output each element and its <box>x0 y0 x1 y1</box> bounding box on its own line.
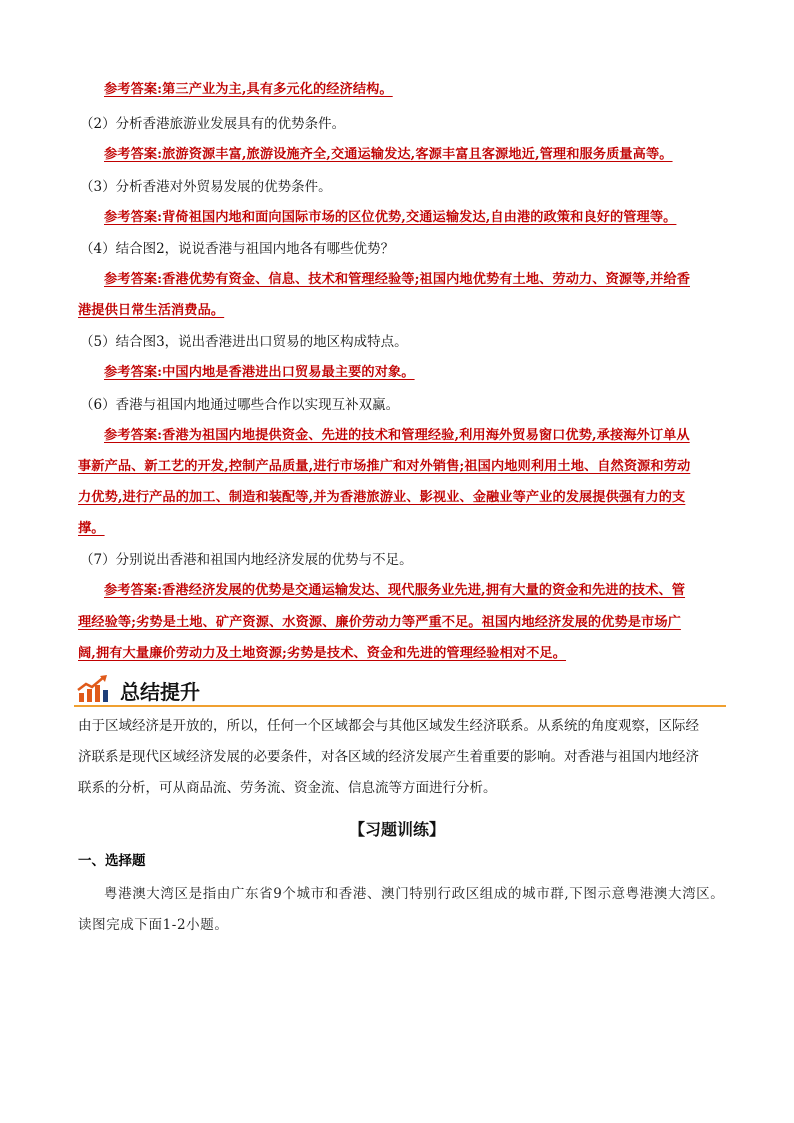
answer-6-line-1: 参考答案:香港为祖国内地提供资金、先进的技术和管理经验,利用海外贸易窗口优势,承接海外订单从 <box>104 428 690 443</box>
question-4: （4）结合图2，说说香港与祖国内地各有哪些优势？ <box>80 241 395 257</box>
exercise-intro-line-2: 读图完成下面1-2小题。 <box>78 917 229 933</box>
question-3: （3）分析香港对外贸易发展的优势条件。 <box>80 179 332 195</box>
question-5: （5）结合图3，说出香港进出口贸易的地区构成特点。 <box>80 334 408 350</box>
summary-paragraph-line-2: 济联系是现代区域经济发展的必要条件，对各区域的经济发展产生着重要的影响。对香港与祖国内地经济 <box>78 749 699 765</box>
chart-trend-icon <box>76 675 110 703</box>
answer-2: 参考答案:旅游资源丰富,旅游设施齐全,交通运输发达,客源丰富且客源地近,管理和服务质量高等。 <box>104 147 673 162</box>
question-6: （6）香港与祖国内地通过哪些合作以实现互补双赢。 <box>80 397 400 413</box>
exercise-intro-line-1: 粤港澳大湾区是指由广东省9个城市和香港、澳门特别行政区组成的城市群,下图示意粤港澳大湾区。 <box>104 886 725 902</box>
summary-divider <box>74 705 726 707</box>
question-2: （2）分析香港旅游业发展具有的优势条件。 <box>80 116 346 132</box>
answer-5: 参考答案:中国内地是香港进出口贸易最主要的对象。 <box>104 365 415 380</box>
exercise-section-title: 【习题训练】 <box>348 820 445 839</box>
answer-3: 参考答案:背倚祖国内地和面向国际市场的区位优势,交通运输发达,自由港的政策和良好的管理等。 <box>104 210 677 225</box>
answer-1: 参考答案:第三产业为主,具有多元化的经济结构。 <box>104 82 393 97</box>
multiple-choice-heading: 一、选择题 <box>78 853 146 869</box>
summary-paragraph-line-3: 联系的分析，可从商品流、劳务流、资金流、信息流等方面进行分析。 <box>78 780 497 796</box>
summary-title: 总结提升 <box>120 680 200 704</box>
answer-4-line-2: 港提供日常生活消费品。 <box>78 303 225 318</box>
answer-7-line-3: 阔,拥有大量廉价劳动力及土地资源;劣势是技术、资金和先进的管理经验相对不足。 <box>78 646 567 661</box>
question-7: （7）分别说出香港和祖国内地经济发展的优势与不足。 <box>80 552 413 568</box>
answer-7-line-1: 参考答案:香港经济发展的优势是交通运输发达、现代服务业先进,拥有大量的资金和先进的技术、管 <box>104 583 686 598</box>
answer-4-line-1: 参考答案:香港优势有资金、信息、技术和管理经验等;祖国内地优势有土地、劳动力、资源等,并给香 <box>104 272 690 287</box>
answer-6-line-2: 事新产品、新工艺的开发,控制产品质量,进行市场推广和对外销售;祖国内地则利用土地、自然资源和劳动 <box>78 459 691 474</box>
answer-6-line-4: 撑。 <box>78 521 105 536</box>
answer-6-line-3: 力优势,进行产品的加工、制造和装配等,并为香港旅游业、影视业、金融业等产业的发展提供强有力的支 <box>78 490 686 505</box>
summary-header <box>74 673 726 707</box>
answer-7-line-2: 理经验等;劣势是土地、矿产资源、水资源、廉价劳动力等严重不足。祖国内地经济发展的优势是市场广 <box>78 615 681 630</box>
summary-paragraph-line-1: 由于区域经济是开放的，所以，任何一个区域都会与其他区域发生经济联系。从系统的角度观察，区际经 <box>78 718 699 734</box>
